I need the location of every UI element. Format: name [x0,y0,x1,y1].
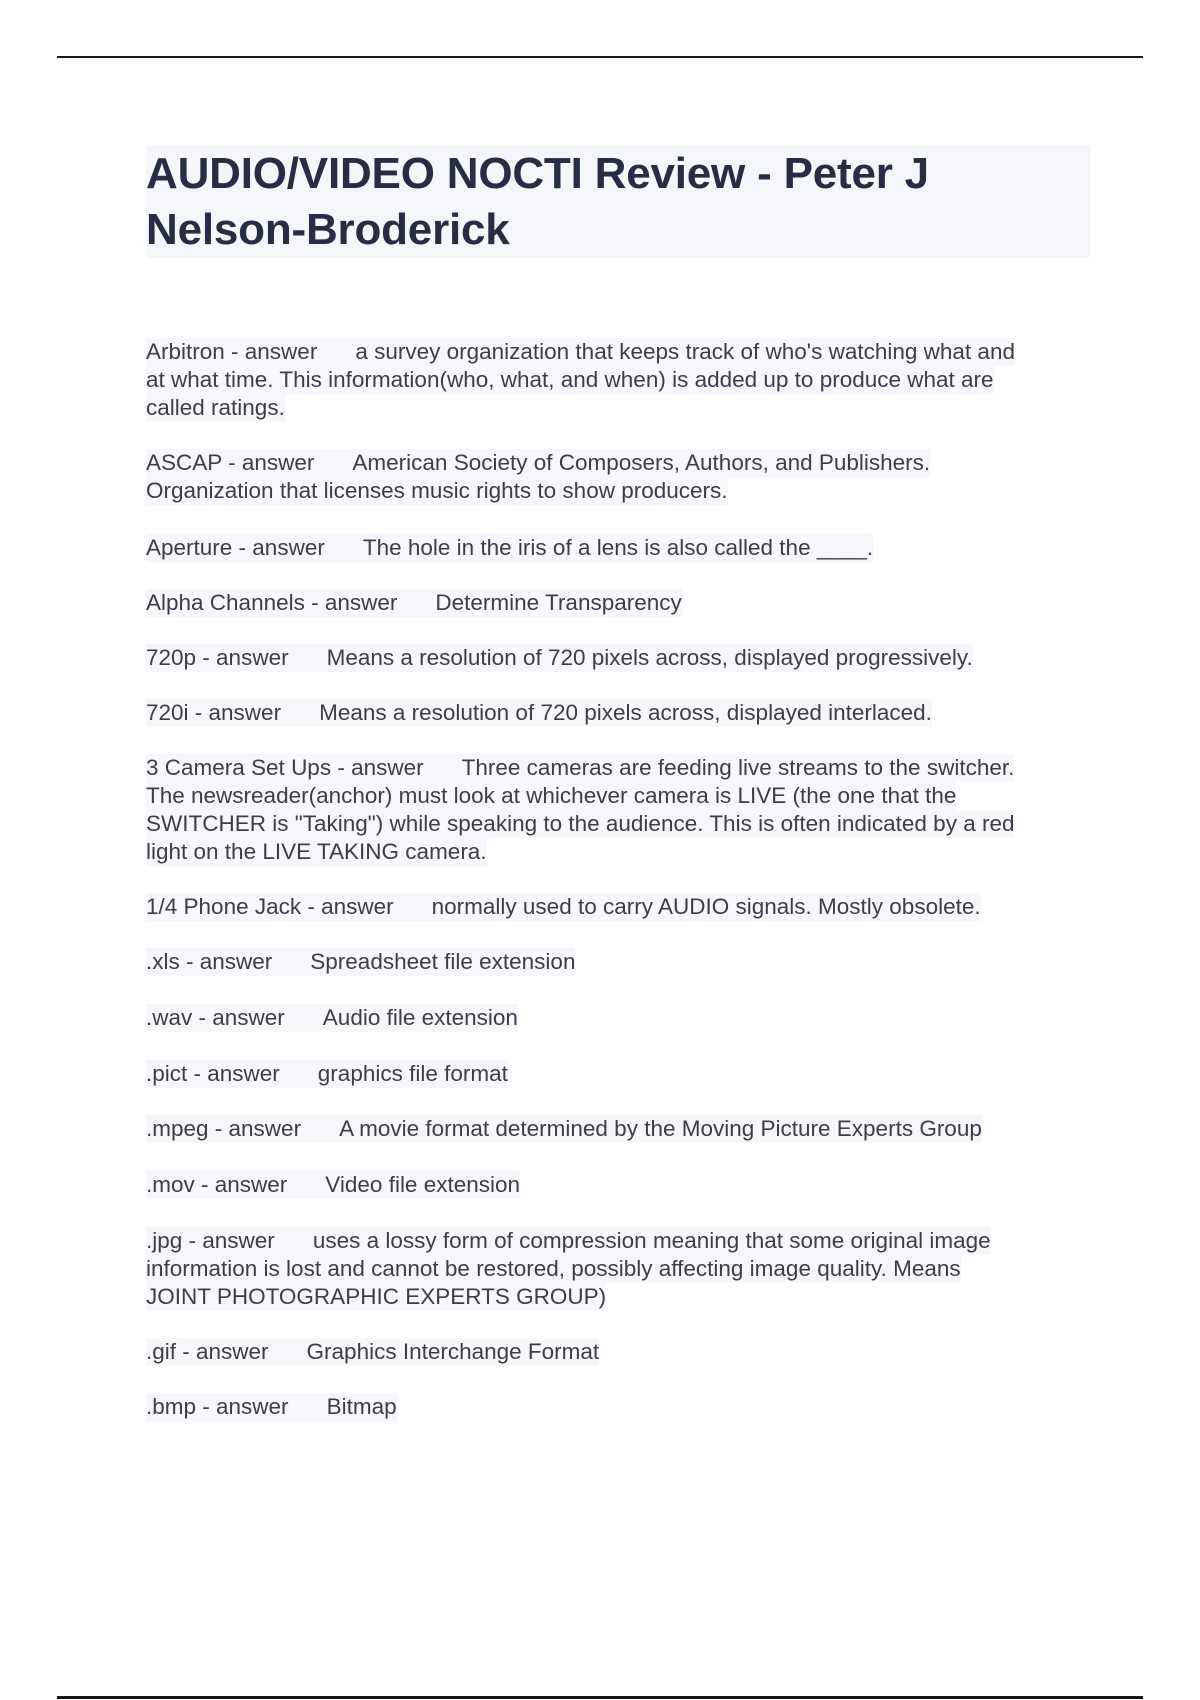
qa-answer-text: SWITCHER is "Taking") while speaking to the audience. This is often indicated by a red [146,811,1015,836]
qa-item [146,449,1106,505]
qa-line [146,1060,508,1088]
qa-line [146,449,930,477]
qa-answer-text: The hole in the iris of a lens is also called the ____. [362,535,874,560]
qa-item [146,644,1106,672]
qa-line [146,1227,991,1255]
page-title-line-1: AUDIO/VIDEO NOCTI Review - Peter J [146,149,929,198]
qa-answer-text: Bitmap [326,1394,397,1419]
qa-term: .mpeg - answer [146,1116,302,1141]
qa-line [146,477,728,505]
qa-answer-text: light on the LIVE TAKING camera. [146,839,487,864]
qa-answer-text: Means a resolution of 720 pixels across, displayed progressively. [326,645,973,670]
qa-item [146,338,1106,422]
qa-list [146,338,1106,1448]
qa-item [146,1004,1106,1032]
bottom-rule [57,1696,1143,1699]
qa-item [146,699,1106,727]
qa-term: Arbitron - answer [146,339,318,364]
qa-answer-text: Determine Transparency [435,590,682,615]
qa-answer-text: normally used to carry AUDIO signals. Mostly obsolete. [431,894,981,919]
qa-term: .wav - answer [146,1005,285,1030]
qa-line [146,534,873,562]
qa-line [146,366,994,394]
qa-answer-text: Video file extension [325,1172,521,1197]
qa-term: 1/4 Phone Jack - answer [146,894,394,919]
qa-answer-text: Organization that licenses music rights to show producers. [146,478,728,503]
qa-answer-text: The newsreader(anchor) must look at whichever camera is LIVE (the one that the [146,783,957,808]
qa-item [146,1171,1106,1199]
qa-term: 3 Camera Set Ups - answer [146,755,424,780]
qa-line [146,394,285,422]
qa-term: .mov - answer [146,1172,288,1197]
qa-answer-text: at what time. This information(who, what, and when) is added up to produce what are [146,367,994,392]
qa-line [146,1171,520,1199]
qa-item [146,1060,1106,1088]
qa-item [146,948,1106,976]
qa-item [146,1338,1106,1366]
qa-line [146,1283,606,1311]
qa-answer-text: information is lost and cannot be restored, possibly affecting image quality. Means [146,1256,961,1281]
qa-term: .gif - answer [146,1339,269,1364]
qa-line [146,1393,397,1421]
qa-item [146,1115,1106,1143]
qa-line [146,644,973,672]
qa-line [146,338,1015,366]
qa-item [146,754,1106,866]
qa-item [146,893,1106,921]
qa-answer-text: A movie format determined by the Moving Picture Experts Group [339,1116,982,1141]
qa-line [146,948,575,976]
qa-answer-text: Audio file extension [322,1005,518,1030]
qa-answer-text: a survey organization that keeps track of who's watching what and [355,339,1015,364]
qa-line [146,754,1014,782]
qa-term: Aperture - answer [146,535,325,560]
top-rule [57,56,1143,58]
qa-term: .xls - answer [146,949,273,974]
qa-item [146,1227,1106,1311]
qa-term: .pict - answer [146,1061,280,1086]
qa-answer-text: Three cameras are feeding live streams to the switcher. [461,755,1015,780]
qa-answer-text: JOINT PHOTOGRAPHIC EXPERTS GROUP) [146,1284,607,1309]
qa-item [146,1393,1106,1421]
qa-line [146,1255,961,1283]
qa-answer-text: Means a resolution of 720 pixels across, displayed interlaced. [319,700,932,725]
qa-term: .bmp - answer [146,1394,289,1419]
qa-term: 720p - answer [146,645,289,670]
qa-line [146,810,1014,838]
qa-answer-text: American Society of Composers, Authors, and Publishers. [352,450,931,475]
qa-line [146,893,981,921]
qa-line [146,1004,518,1032]
qa-line [146,1115,982,1143]
qa-line [146,699,932,727]
qa-answer-text: Graphics Interchange Format [306,1339,600,1364]
page-title [146,146,1090,258]
qa-answer-text: graphics file format [317,1061,508,1086]
qa-term: .jpg - answer [146,1228,275,1253]
qa-term: 720i - answer [146,700,282,725]
qa-line [146,782,956,810]
qa-answer-text: uses a lossy form of compression meaning that some original image [312,1228,991,1253]
qa-line [146,1338,599,1366]
title-block [146,146,1090,258]
qa-item [146,589,1106,617]
qa-item [146,534,1106,562]
qa-line [146,589,682,617]
qa-line [146,838,487,866]
qa-answer-text: Spreadsheet file extension [310,949,576,974]
qa-answer-text: called ratings. [146,395,285,420]
page-title-line-2: Nelson-Broderick [146,205,510,254]
qa-term: Alpha Channels - answer [146,590,398,615]
qa-term: ASCAP - answer [146,450,315,475]
